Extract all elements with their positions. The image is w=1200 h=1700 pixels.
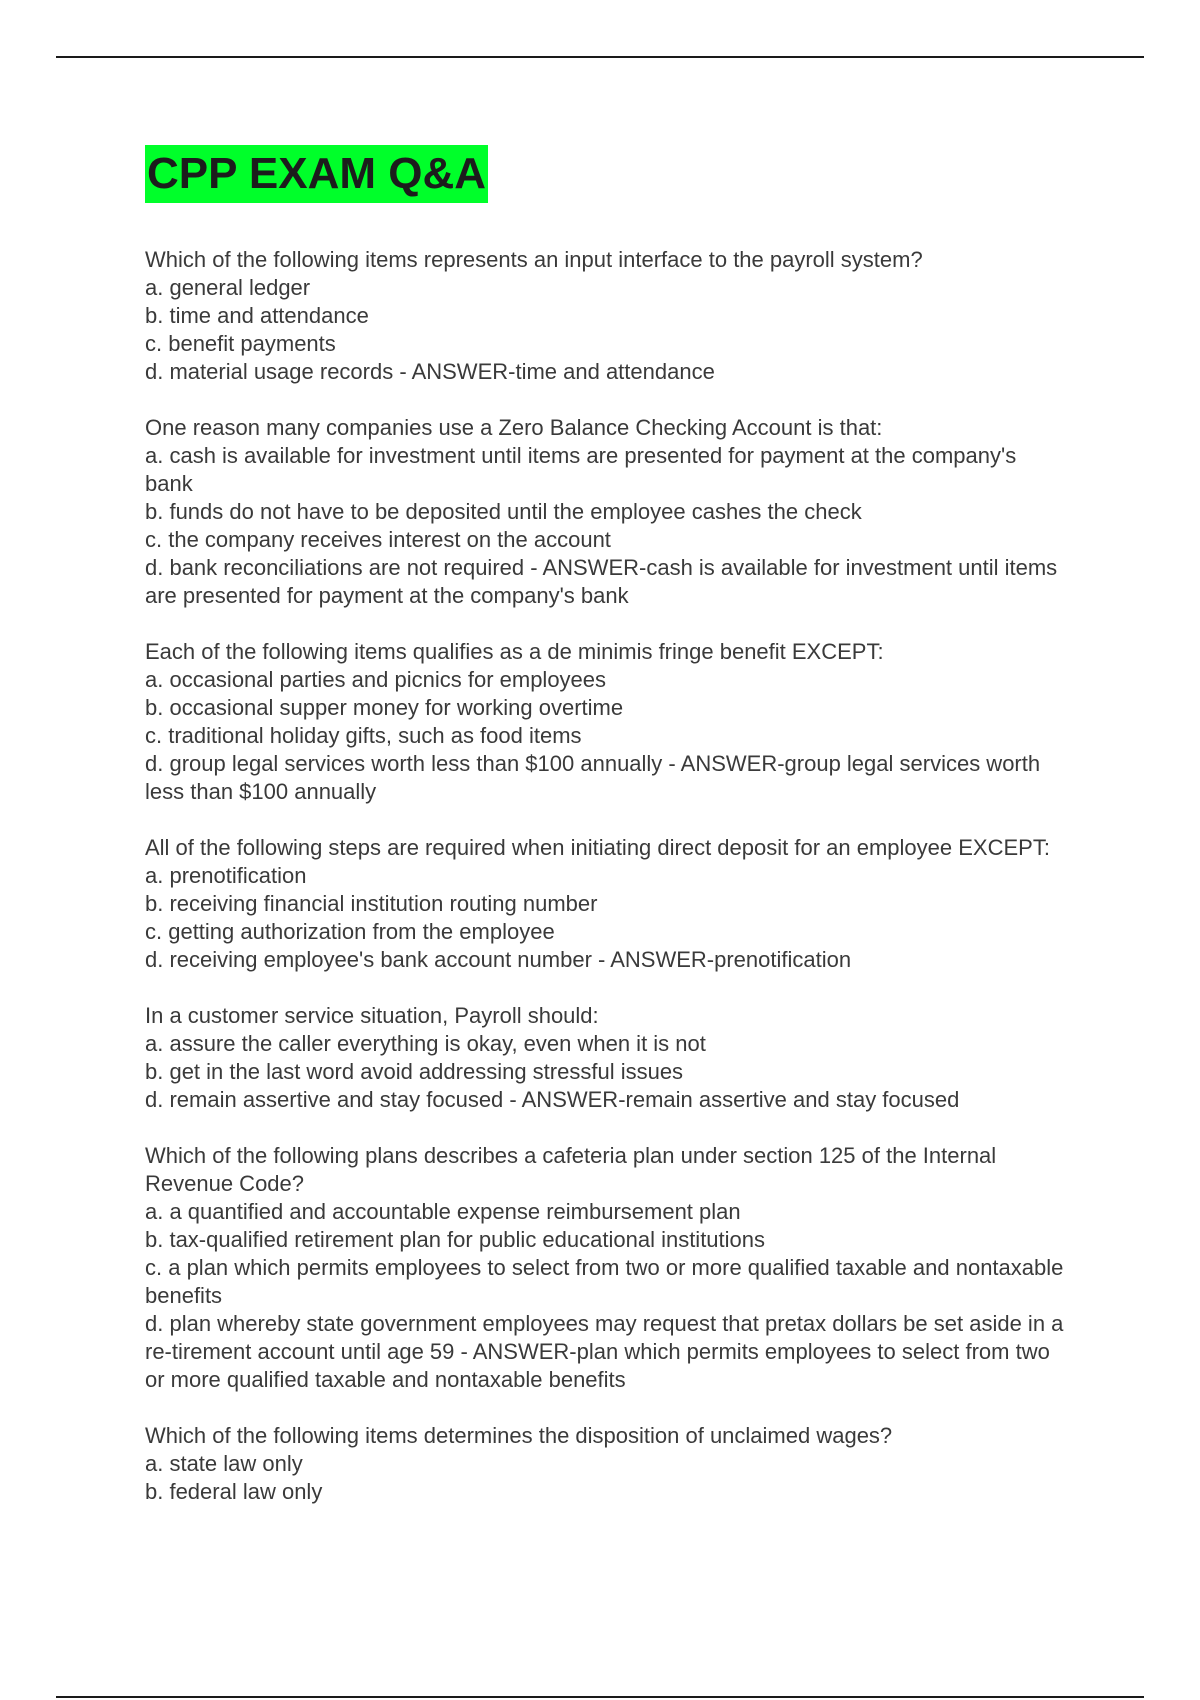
question-block bbox=[145, 1422, 1065, 1506]
answer-option: a. general ledger bbox=[145, 275, 311, 300]
question-text: In a customer service situation, Payroll should: bbox=[145, 1003, 599, 1028]
question-text: Each of the following items qualifies as a de minimis fringe benefit EXCEPT: bbox=[145, 639, 884, 664]
answer-option: b. receiving financial institution routing number bbox=[145, 891, 598, 916]
top-divider bbox=[56, 56, 1144, 58]
answer-option: c. the company receives interest on the account bbox=[145, 527, 611, 552]
question-text: Which of the following items represents an input interface to the payroll system? bbox=[145, 247, 923, 272]
question-text: Which of the following plans describes a cafeteria plan under section 125 of the Internal Revenue Code? bbox=[145, 1143, 997, 1196]
answer-option: b. tax-qualified retirement plan for public educational institutions bbox=[145, 1227, 766, 1252]
answer-option: d. bank reconciliations are not required - ANSWER-cash is available for investment until items are presented for payment at the company's bank bbox=[145, 555, 1058, 608]
question-block bbox=[145, 1142, 1065, 1394]
answer-option: a. state law only bbox=[145, 1451, 303, 1476]
answer-option: b. time and attendance bbox=[145, 303, 369, 328]
answer-option: b. funds do not have to be deposited until the employee cashes the check bbox=[145, 499, 862, 524]
question-block bbox=[145, 414, 1065, 610]
question-text: One reason many companies use a Zero Balance Checking Account is that: bbox=[145, 415, 883, 440]
answer-option: a. assure the caller everything is okay, even when it is not bbox=[145, 1031, 706, 1056]
answer-option: d. group legal services worth less than $100 annually - ANSWER-group legal services worth less than $100 annually bbox=[145, 751, 1041, 804]
answer-option: d. receiving employee's bank account number - ANSWER-prenotification bbox=[145, 947, 852, 972]
question-text: All of the following steps are required when initiating direct deposit for an employee EXCEPT: bbox=[145, 835, 1050, 860]
question-block bbox=[145, 834, 1065, 974]
answer-option: a. occasional parties and picnics for employees bbox=[145, 667, 607, 692]
document-title: CPP EXAM Q&A bbox=[145, 145, 488, 203]
qa-content bbox=[145, 246, 1065, 1534]
answer-option: d. material usage records - ANSWER-time and attendance bbox=[145, 359, 715, 384]
answer-option: b. occasional supper money for working overtime bbox=[145, 695, 624, 720]
bottom-divider bbox=[56, 1696, 1144, 1698]
answer-option: d. remain assertive and stay focused - ANSWER-remain assertive and stay focused bbox=[145, 1087, 960, 1112]
question-block bbox=[145, 638, 1065, 806]
question-block bbox=[145, 1002, 1065, 1114]
answer-option: c. a plan which permits employees to select from two or more qualified taxable and nontaxable benefits bbox=[145, 1255, 1064, 1308]
question-text: Which of the following items determines the disposition of unclaimed wages? bbox=[145, 1423, 893, 1448]
answer-option: b. get in the last word avoid addressing stressful issues bbox=[145, 1059, 684, 1084]
answer-option: a. prenotification bbox=[145, 863, 307, 888]
question-block bbox=[145, 246, 1065, 386]
answer-option: a. a quantified and accountable expense reimbursement plan bbox=[145, 1199, 741, 1224]
answer-option: c. getting authorization from the employee bbox=[145, 919, 555, 944]
answer-option: a. cash is available for investment until items are presented for payment at the company's bank bbox=[145, 443, 1017, 496]
answer-option: c. traditional holiday gifts, such as food items bbox=[145, 723, 582, 748]
answer-option: d. plan whereby state government employees may request that pretax dollars be set aside in a re-tirement account until age 59 - ANSWER-plan which permits employees to select from two or more qualified taxable and nontaxable benefits bbox=[145, 1311, 1064, 1392]
answer-option: c. benefit payments bbox=[145, 331, 336, 356]
answer-option: b. federal law only bbox=[145, 1479, 323, 1504]
title-block bbox=[145, 145, 488, 203]
